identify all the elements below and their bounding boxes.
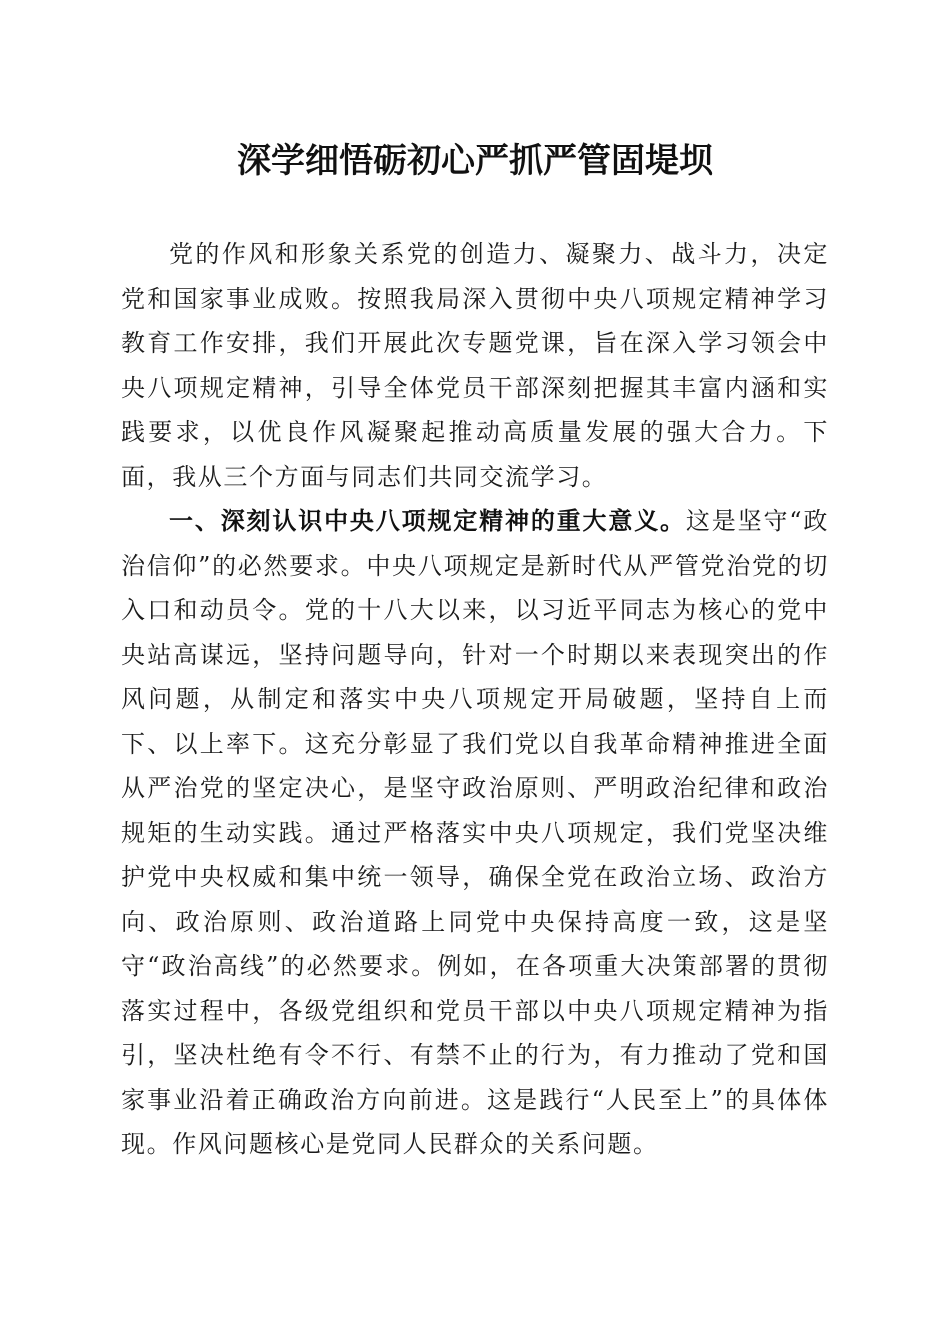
intro-paragraph: 党的作风和形象关系党的创造力、凝聚力、战斗力，决定党和国家事业成败。按照我局深入贯彻中央八项规定精神学习教育工作安排，我们开展此次专题党课，旨在深入学习领会中央八项规定精神，引导全体党员干部深刻把握其丰富内涵和实践要求，以优良作风凝聚起推动高质量发展的强大合力。下面，我从三个方面与同志们共同交流学习。 — [121, 240, 829, 491]
section-one-text: 这是坚守“政治信仰”的必然要求。中央八项规定是新时代从严管党治党的切入口和动员令。党的十八大以来，以习近平同志为核心的党中央站高谋远，坚持问题导向，针对一个时期以来表现突出的作风问题，从制定和落实中央八项规定开局破题，坚持自上而下、以上率下。这充分彰显了我们党以自我革命精神推进全面从严治党的坚定决心，是坚守政治原则、严明政治纪律和政治规矩的生动实践。通过严格落实中央八项规定，我们党坚决维护党中央权威和集中统一领导，确保全党在政治立场、政治方向、政治原则、政治道路上同党中央保持高度一致，这是坚守“政治高线”的必然要求。例如，在各项重大决策部署的贯彻落实过程中，各级党组织和党员干部以中央八项规定精神为指引，坚决杜绝有令不行、有禁不止的行为，有力推动了党和国家事业沿着正确政治方向前进。这是践行“人民至上”的具体体现。作风问题核心是党同人民群众的关系问题。 — [121, 507, 830, 1158]
section-one-heading: 一、深刻认识中央八项规定精神的重大意义。 — [169, 507, 686, 535]
document-title: 深学细悟砺初心严抓严管固堤坝 — [237, 141, 713, 181]
section-one-paragraph — [121, 499, 829, 1167]
document-body — [121, 232, 829, 1167]
